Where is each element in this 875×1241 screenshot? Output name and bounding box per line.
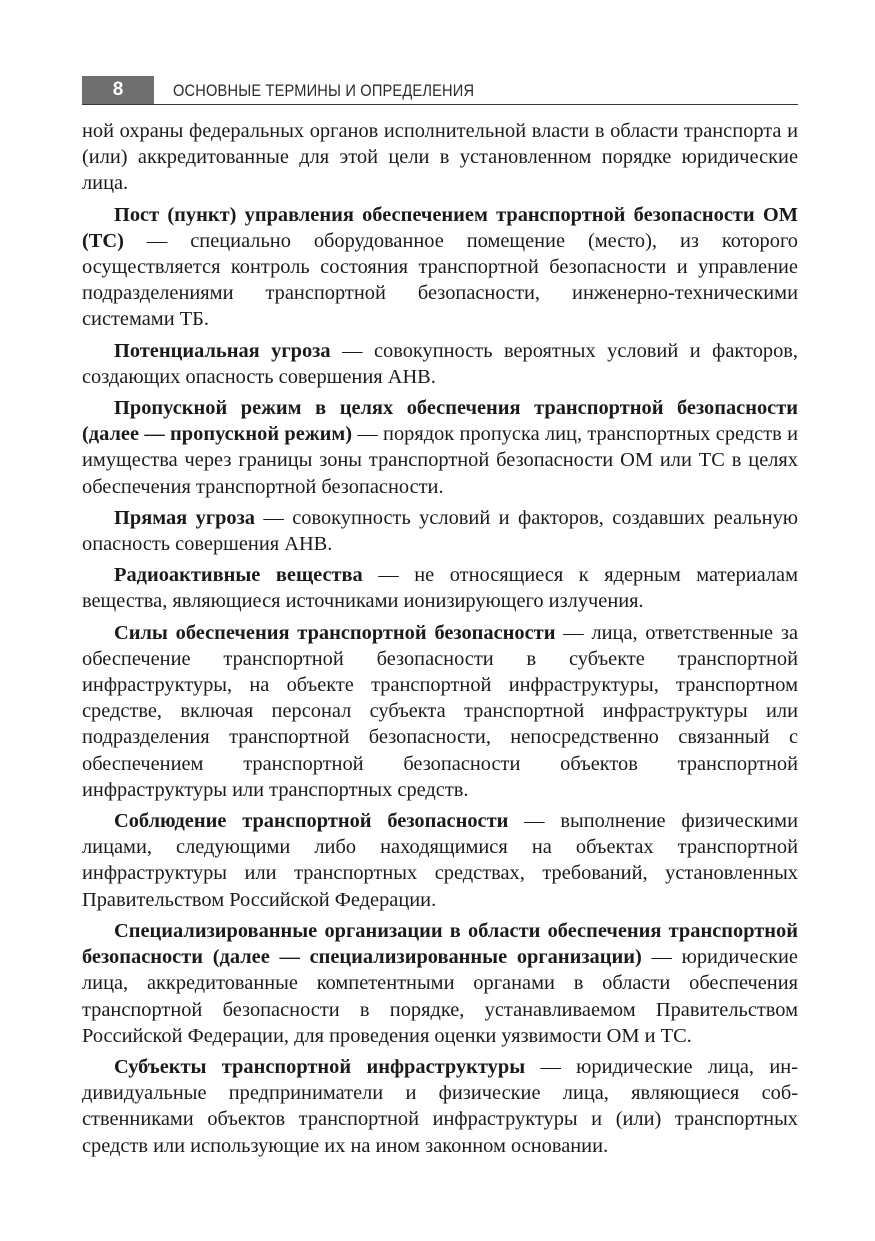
page-number: 8	[82, 76, 154, 104]
running-title: ОСНОВНЫЕ ТЕРМИНЫ И ОПРЕДЕЛЕНИЯ	[173, 81, 475, 100]
definition-term: Радиоактивные вещества	[114, 564, 363, 587]
definition-paragraph	[82, 620, 798, 803]
definition-term: Силы обеспечения транспортной безопасности	[114, 621, 556, 644]
definition-term: Пропускной режим в целях обеспечения транспортной безопасности (далее — пропускной режим)	[82, 397, 798, 446]
definition-paragraph	[82, 338, 798, 390]
definition-paragraph	[82, 202, 798, 333]
definition-paragraph	[82, 562, 798, 614]
page-header	[82, 76, 798, 105]
definition-text: — юридические лица, индивидуальные предприниматели и физические лица, являющиеся собственниками объектов транспортной инфраструктуры и (или) транспортных средств или использующие их на ином законном основании.	[82, 1055, 798, 1157]
definition-text: — совокупность вероятных условий и факторов, создающих опасность совершения АНВ.	[82, 339, 798, 388]
definition-text: — порядок пропуска лиц, транспортных средств и имущества через границы зоны транспортной безопасности ОМ или ТС в целях обеспечения транспортной безопасности.	[82, 423, 798, 498]
definition-term: Специализированные организации в области обеспечения транспортной безопасности (далее — специализированные организации)	[82, 919, 798, 969]
definition-paragraph	[82, 505, 798, 557]
definition-text: ной охраны федеральных органов исполнительной власти в области транспорта и (или) аккредитованные для этой цели в установленном порядке юридические лица.	[82, 120, 798, 195]
definition-term: Потенциальная угроза	[114, 339, 331, 362]
definition-paragraph	[82, 918, 798, 1049]
definition-paragraph	[82, 395, 798, 500]
definition-paragraph	[82, 1054, 798, 1159]
definition-text: — юридические лица, аккредитованные компетентными органами в области обеспечения транспортной безопасности в порядке, устанавливаемом Правительством Российской Федерации, для проведения оценки уязвимости ОМ и ТС.	[82, 946, 798, 1047]
definition-text: — не относящиеся к ядерным материалам вещества, являющиеся источниками ионизирующего излучения.	[82, 564, 798, 613]
definition-term: Соблюдение транспортной безопасности	[114, 810, 509, 833]
definition-text: — выполнение физическими лицами, следующими либо находящимися на объектах транспортной инфраструктуры или транспортных средствах, требований, установленных Правительством Российской Федерации.	[82, 810, 798, 911]
definition-text: — совокупность условий и факторов, создавших реальную опасность совершения АНВ.	[82, 506, 799, 556]
definition-text: — специально оборудованное помещение (место), из которого осуществляется контроль состояния транспортной безопасности и управление подразделениями транспортной безопасности, инженерно-техническими системами ТБ.	[82, 229, 798, 331]
definition-term: Субъекты транспортной инфраструктуры	[114, 1055, 526, 1078]
definition-text: — лица, ответственные за обеспечение транспортной безопасности в субъекте транспортной инфраструктуры, на объекте транспортной инфраструктуры, транспортном средстве, включая персонал субъекта транспортной инфраструктуры или подразделения транспортной безопасности, непосредственно связанный с обеспечением транспортной безопасности объектов транспортной инфраструктуры или транспортных средств.	[82, 621, 799, 801]
definition-paragraph	[82, 808, 798, 913]
text-body	[82, 118, 798, 1164]
definition-term: Пост (пункт) управления обеспечением транспортной безопасности ОМ (ТС)	[82, 203, 798, 252]
paragraph-continuation	[82, 118, 798, 197]
definition-term: Прямая угроза	[114, 506, 256, 529]
